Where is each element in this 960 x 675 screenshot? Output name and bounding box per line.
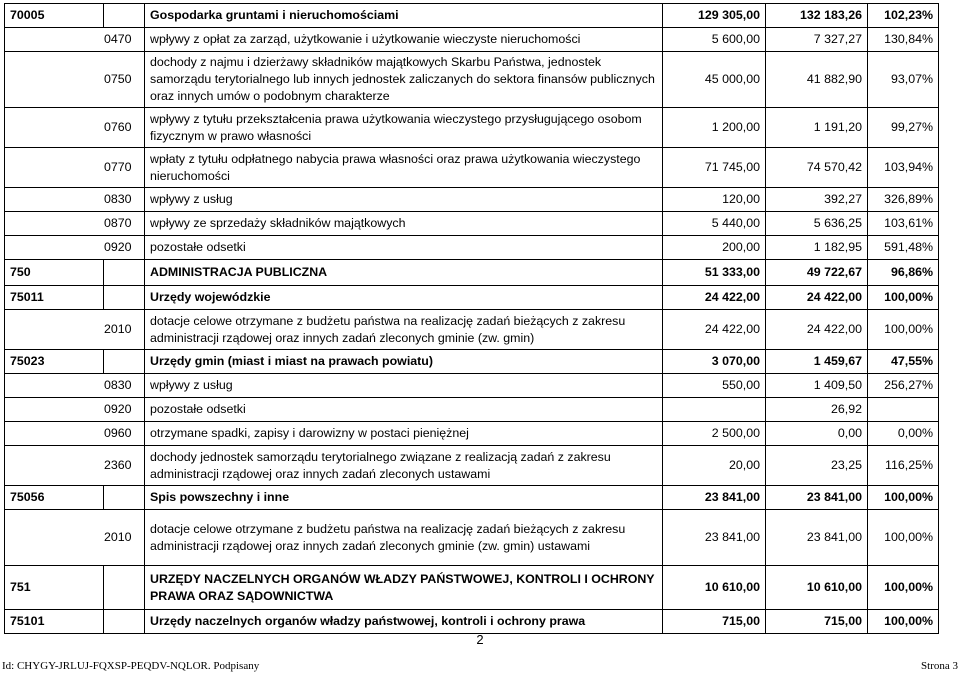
budget-income-table — [4, 3, 939, 634]
empty-cell — [104, 566, 145, 610]
execution-percentage: 100,00% — [868, 510, 939, 566]
income-item-row — [5, 188, 939, 212]
executed-amount: 1 409,50 — [766, 374, 868, 398]
empty-cell — [104, 350, 145, 374]
execution-percentage: 0,00% — [868, 422, 939, 446]
planned-amount: 24 422,00 — [663, 286, 766, 310]
item-description: dochody z najmu i dzierżawy składników majątkowych Skarbu Państwa, jednostek samorządu terytorialnego lub innych jednostek zaliczanych do sektora finansów publicznych oraz innych umów o podobnym charakterze — [145, 52, 663, 108]
execution-percentage: 100,00% — [868, 310, 939, 350]
empty-cell — [5, 374, 104, 398]
empty-cell — [5, 148, 104, 188]
executed-amount: 23 841,00 — [766, 486, 868, 510]
item-description: Urzędy gmin (miast i miast na prawach powiatu) — [145, 350, 663, 374]
item-description: pozostałe odsetki — [145, 236, 663, 260]
section-code: 75101 — [5, 610, 104, 634]
planned-amount: 129 305,00 — [663, 4, 766, 28]
item-description: wpływy z usług — [145, 374, 663, 398]
executed-amount: 23 841,00 — [766, 510, 868, 566]
section-code: 75023 — [5, 350, 104, 374]
planned-amount: 10 610,00 — [663, 566, 766, 610]
item-description: wpływy z usług — [145, 188, 663, 212]
empty-cell — [5, 212, 104, 236]
empty-cell — [5, 236, 104, 260]
classification-code: 2010 — [104, 310, 145, 350]
execution-percentage: 99,27% — [868, 108, 939, 148]
classification-code: 0920 — [104, 398, 145, 422]
planned-amount: 71 745,00 — [663, 148, 766, 188]
section-code: 751 — [5, 566, 104, 610]
empty-cell — [5, 188, 104, 212]
section-code: 75011 — [5, 286, 104, 310]
execution-percentage: 93,07% — [868, 52, 939, 108]
classification-code: 0750 — [104, 52, 145, 108]
executed-amount: 715,00 — [766, 610, 868, 634]
empty-cell — [5, 52, 104, 108]
planned-amount: 45 000,00 — [663, 52, 766, 108]
classification-code: 0830 — [104, 188, 145, 212]
executed-amount: 41 882,90 — [766, 52, 868, 108]
income-item-row — [5, 510, 939, 566]
section-row — [5, 610, 939, 634]
planned-amount: 2 500,00 — [663, 422, 766, 446]
execution-percentage: 103,61% — [868, 212, 939, 236]
execution-percentage: 100,00% — [868, 286, 939, 310]
section-row — [5, 4, 939, 28]
executed-amount: 74 570,42 — [766, 148, 868, 188]
executed-amount: 26,92 — [766, 398, 868, 422]
income-item-row — [5, 446, 939, 486]
planned-amount: 3 070,00 — [663, 350, 766, 374]
executed-amount: 1 191,20 — [766, 108, 868, 148]
page-indicator-footer: Strona 3 — [921, 660, 958, 672]
income-item-row — [5, 422, 939, 446]
income-item-row — [5, 310, 939, 350]
empty-cell — [5, 446, 104, 486]
classification-code: 0960 — [104, 422, 145, 446]
classification-code: 0760 — [104, 108, 145, 148]
section-row — [5, 350, 939, 374]
execution-percentage — [868, 398, 939, 422]
executed-amount: 392,27 — [766, 188, 868, 212]
classification-code: 0770 — [104, 148, 145, 188]
income-item-row — [5, 108, 939, 148]
executed-amount: 0,00 — [766, 422, 868, 446]
classification-code: 0830 — [104, 374, 145, 398]
section-row — [5, 486, 939, 510]
executed-amount: 24 422,00 — [766, 310, 868, 350]
execution-percentage: 116,25% — [868, 446, 939, 486]
planned-amount: 550,00 — [663, 374, 766, 398]
classification-code: 0870 — [104, 212, 145, 236]
execution-percentage: 100,00% — [868, 566, 939, 610]
executed-amount: 23,25 — [766, 446, 868, 486]
item-description: pozostałe odsetki — [145, 398, 663, 422]
section-code: 750 — [5, 260, 104, 286]
section-row — [5, 286, 939, 310]
empty-cell — [104, 286, 145, 310]
item-description: Urzędy naczelnych organów władzy państwowej, kontroli i ochrony prawa — [145, 610, 663, 634]
item-description: dochody jednostek samorządu terytorialnego związane z realizacją zadań z zakresu administracji rządowej oraz innych zadań zleconych ustawami — [145, 446, 663, 486]
item-description: wpłaty z tytułu odpłatnego nabycia prawa własności oraz prawa użytkowania wieczystego nieruchomości — [145, 148, 663, 188]
execution-percentage: 100,00% — [868, 610, 939, 634]
execution-percentage: 103,94% — [868, 148, 939, 188]
section-code: 70005 — [5, 4, 104, 28]
planned-amount: 23 841,00 — [663, 510, 766, 566]
planned-amount: 5 600,00 — [663, 28, 766, 52]
item-description: wpływy z opłat za zarząd, użytkowanie i użytkowanie wieczyste nieruchomości — [145, 28, 663, 52]
planned-amount: 715,00 — [663, 610, 766, 634]
income-item-row — [5, 212, 939, 236]
item-description: URZĘDY NACZELNYCH ORGANÓW WŁADZY PAŃSTWOWEJ, KONTROLI I OCHRONY PRAWA ORAZ SĄDOWNICTWA — [145, 566, 663, 610]
executed-amount: 49 722,67 — [766, 260, 868, 286]
empty-cell — [104, 610, 145, 634]
section-row — [5, 260, 939, 286]
planned-amount: 1 200,00 — [663, 108, 766, 148]
income-item-row — [5, 374, 939, 398]
executed-amount: 7 327,27 — [766, 28, 868, 52]
item-description: ADMINISTRACJA PUBLICZNA — [145, 260, 663, 286]
planned-amount — [663, 398, 766, 422]
empty-cell — [104, 4, 145, 28]
planned-amount: 20,00 — [663, 446, 766, 486]
empty-cell — [104, 260, 145, 286]
empty-cell — [5, 398, 104, 422]
income-item-row — [5, 148, 939, 188]
empty-cell — [104, 486, 145, 510]
income-item-row — [5, 398, 939, 422]
executed-amount: 5 636,25 — [766, 212, 868, 236]
executed-amount: 132 183,26 — [766, 4, 868, 28]
planned-amount: 200,00 — [663, 236, 766, 260]
page-number: 2 — [476, 632, 484, 647]
execution-percentage: 256,27% — [868, 374, 939, 398]
executed-amount: 1 459,67 — [766, 350, 868, 374]
execution-percentage: 100,00% — [868, 486, 939, 510]
classification-code: 2360 — [104, 446, 145, 486]
planned-amount: 5 440,00 — [663, 212, 766, 236]
planned-amount: 51 333,00 — [663, 260, 766, 286]
planned-amount: 23 841,00 — [663, 486, 766, 510]
execution-percentage: 96,86% — [868, 260, 939, 286]
income-item-row — [5, 236, 939, 260]
item-description: dotacje celowe otrzymane z budżetu państwa na realizację zadań bieżących z zakresu administracji rządowej oraz innych zadań zleconych gminie (zw. gmin) ustawami — [145, 510, 663, 566]
empty-cell — [5, 108, 104, 148]
planned-amount: 120,00 — [663, 188, 766, 212]
executed-amount: 24 422,00 — [766, 286, 868, 310]
execution-percentage: 130,84% — [868, 28, 939, 52]
section-code: 75056 — [5, 486, 104, 510]
item-description: wpływy z tytułu przekształcenia prawa użytkowania wieczystego przysługującego osobom fizycznym w prawo własności — [145, 108, 663, 148]
classification-code: 0470 — [104, 28, 145, 52]
item-description: wpływy ze sprzedaży składników majątkowych — [145, 212, 663, 236]
empty-cell — [5, 28, 104, 52]
executed-amount: 1 182,95 — [766, 236, 868, 260]
classification-code: 0920 — [104, 236, 145, 260]
execution-percentage: 326,89% — [868, 188, 939, 212]
item-description: Gospodarka gruntami i nieruchomościami — [145, 4, 663, 28]
item-description: dotacje celowe otrzymane z budżetu państwa na realizację zadań bieżących z zakresu administracji rządowej oraz innych zadań zleconych gminie (zw. gmin) — [145, 310, 663, 350]
item-description: Spis powszechny i inne — [145, 486, 663, 510]
empty-cell — [5, 510, 104, 566]
income-item-row — [5, 52, 939, 108]
empty-cell — [5, 422, 104, 446]
section-row — [5, 566, 939, 610]
empty-cell — [5, 310, 104, 350]
income-item-row — [5, 28, 939, 52]
execution-percentage: 102,23% — [868, 4, 939, 28]
executed-amount: 10 610,00 — [766, 566, 868, 610]
execution-percentage: 47,55% — [868, 350, 939, 374]
execution-percentage: 591,48% — [868, 236, 939, 260]
planned-amount: 24 422,00 — [663, 310, 766, 350]
document-id-footer: Id: CHYGY-JRLUJ-FQXSP-PEQDV-NQLOR. Podpisany — [2, 660, 260, 672]
item-description: otrzymane spadki, zapisy i darowizny w postaci pieniężnej — [145, 422, 663, 446]
classification-code: 2010 — [104, 510, 145, 566]
item-description: Urzędy wojewódzkie — [145, 286, 663, 310]
